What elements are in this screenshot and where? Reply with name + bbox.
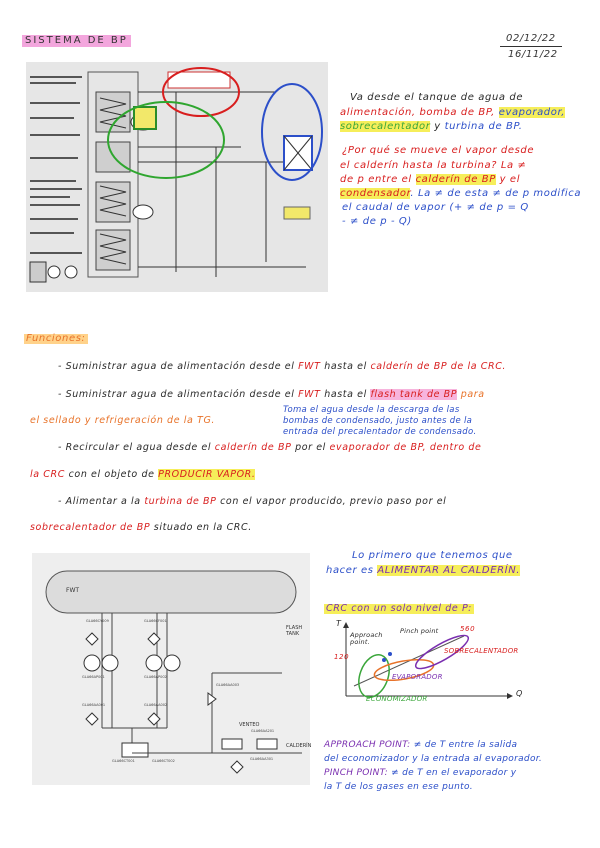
tag-label: GLA66CY009	[86, 619, 109, 623]
funcion-4: - Alimentar a la turbina de BP con el vapor producido, previo paso por el	[58, 496, 447, 507]
crc-heading: CRC con un solo nivel de P:	[326, 603, 472, 614]
flash-tank-label: FLASH TANK	[286, 625, 303, 637]
approach-definition-line2: del economizador y la entrada al evaporador.	[324, 754, 543, 764]
funcion-2-note-1: Toma el agua desde la descarga de las	[283, 405, 460, 415]
temp-560-label: 560	[460, 625, 476, 633]
fwt-label: FWT	[66, 587, 80, 594]
tag-label: GLA66AA201	[251, 729, 275, 733]
sobrecalentador-label: SOBRECALENTADOR	[444, 647, 519, 655]
note-question-line1: ¿Por qué se mueve el vapor desde	[342, 145, 535, 156]
approach-point-label: Approach point.	[350, 631, 383, 647]
funcion-2: - Suministrar agua de alimentación desde el FWT hasta el flash tank de BP para	[58, 389, 485, 400]
note-route-line1: Va desde el tanque de agua de	[350, 92, 524, 103]
funcion-2-note-2: bombas de condensado, justo antes de la	[283, 416, 473, 426]
funcion-4-cont: sobrecalentador de BP situado en la CRC.	[30, 522, 252, 533]
evaporador-label: EVAPORADOR	[392, 673, 443, 681]
tag-label: GLA66AA002	[144, 703, 168, 707]
tag-label: GLA66AA001	[82, 703, 106, 707]
pinch-point-label: Pinch point	[400, 627, 439, 635]
date-primary: 02/12/22	[506, 33, 556, 44]
tag-label: GLA66AA301	[250, 757, 274, 761]
note-question-line4: condensador. La ≠ de esta ≠ de p modifica	[340, 188, 582, 199]
tag-label: GLA66CT002	[152, 759, 175, 763]
funcion-3-cont: la CRC con el objeto de PRODUCIR VAPOR.	[30, 469, 256, 480]
tag-label: GLA66AP002	[144, 675, 167, 679]
funcion-2-note-3: entrada del precalentador de condensado.	[283, 427, 477, 437]
tag-label: GLA66CT001	[112, 759, 135, 763]
note-first-step-line1: Lo primero que tenemos que	[352, 550, 513, 561]
tag-label: GLA66CF001	[144, 619, 167, 623]
funcion-2-cont: el sellado y refrigeración de la TG.	[30, 415, 216, 426]
date-divider	[500, 46, 562, 47]
economizador-label: ECONOMIZADOR	[366, 695, 428, 703]
note-route-line3: sobrecalentador y turbina de BP.	[340, 121, 523, 132]
approach-definition-line1: APPROACH POINT: ≠ de T entre la salida	[324, 740, 518, 750]
note-question-line2: el calderín hasta la turbina? La ≠	[340, 160, 527, 171]
bp-feedwater-schematic	[32, 553, 310, 785]
note-route-line2: alimentación, bomba de BP, evaporador,	[340, 107, 566, 118]
venteo-label: VENTEO	[239, 722, 260, 728]
plant-schematic-drawing	[26, 62, 328, 292]
section-heading-funciones: Funciones:	[26, 333, 86, 344]
pinch-definition-line1: PINCH POINT: ≠ de T en el evaporador y	[324, 768, 517, 778]
tq-diagram	[324, 618, 534, 718]
note-question-line6: - ≠ de p - Q)	[342, 216, 412, 227]
note-question-line5: el caudal de vapor (+ ≠ de p = Q	[342, 202, 529, 213]
tag-label: GLA66AP001	[82, 675, 105, 679]
funcion-1: - Suministrar agua de alimentación desde el FWT hasta el calderín de BP de la CRC.	[58, 361, 507, 372]
axis-label-q: Q	[516, 689, 523, 698]
temp-120-label: 120	[334, 653, 350, 661]
axis-label-t: T	[336, 619, 342, 628]
pinch-definition-line2: la T de los gases en ese punto.	[324, 782, 473, 792]
note-question-line3: de p entre el calderín de BP y el	[340, 174, 521, 185]
funcion-3: - Recircular el agua desde el calderín de BP por el evaporador de BP, dentro de	[58, 442, 482, 453]
tag-label: GLA66AA003	[216, 683, 240, 687]
calderin-label: CALDERÍN	[286, 743, 312, 749]
plant-schematic	[26, 62, 328, 292]
page-title: SISTEMA DE BP	[22, 35, 131, 47]
date-secondary: 16/11/22	[508, 49, 558, 60]
note-first-step-line2: hacer es ALIMENTAR AL CALDERÍN.	[326, 565, 521, 576]
